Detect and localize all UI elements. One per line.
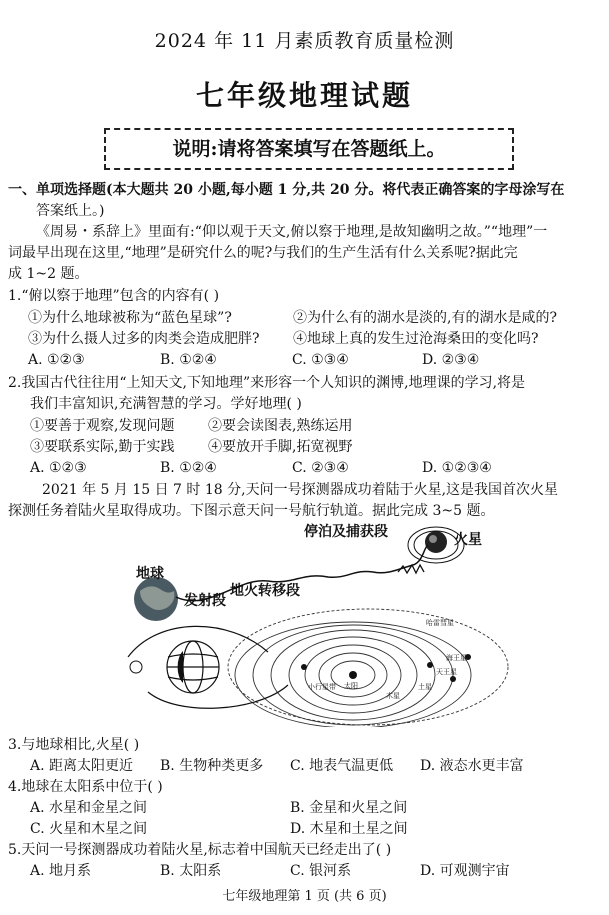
q4-stem: 4.地球在太阳系中位于( ) bbox=[8, 779, 163, 795]
q1-item-1: ①为什么地球被称为“蓝色星球”? bbox=[28, 310, 232, 326]
label-mars: 火星 bbox=[454, 532, 482, 548]
notice-box: 说明:请将答案填写在答题纸上。 bbox=[104, 128, 514, 170]
q1-option-d: D. ②③④ bbox=[422, 352, 480, 368]
q3-stem: 3.与地球相比,火星( ) bbox=[8, 737, 140, 753]
label-sun: 太阳 bbox=[344, 682, 358, 690]
q4-option-c: C. 火星和木星之间 bbox=[30, 821, 148, 837]
page-footer: 七年级地理第 1 页 (共 6 页) bbox=[222, 889, 387, 904]
label-parking: 停泊及捕获段 bbox=[304, 524, 388, 540]
label-earth: 地球 bbox=[136, 566, 164, 582]
exam-title: 2024 年 11 月素质教育质量检测 bbox=[154, 30, 455, 52]
sun-dot bbox=[349, 671, 357, 679]
q5-option-c: C. 银河系 bbox=[290, 863, 352, 879]
q5-option-b: B. 太阳系 bbox=[160, 863, 222, 879]
passage1-line2: 词最早出现在这里,“地理”是研究什么的呢?与我们的生产生活有什么关系呢?据此完 bbox=[8, 245, 518, 261]
mars-image bbox=[425, 531, 447, 553]
q1-item-2: ②为什么有的湖水是淡的,有的湖水是咸的? bbox=[293, 310, 557, 326]
label-jupiter: 木星 bbox=[386, 692, 400, 700]
section-title-cont: 答案纸上。) bbox=[36, 203, 105, 219]
label-asteroid: 小行星带 bbox=[308, 683, 336, 691]
q2-item-4: ④要放开手脚,拓宽视野 bbox=[208, 439, 353, 455]
solar-system-orbits bbox=[228, 609, 508, 727]
q2-option-c: C. ②③④ bbox=[292, 460, 349, 476]
q2-stem-line1: 2.我国古代往往用“上知天文,下知地理”来形容一个人知识的渊博,地理课的学习,将是 bbox=[8, 375, 526, 391]
q1-item-3: ③为什么摄人过多的肉类会造成肥胖? bbox=[28, 331, 260, 347]
q1-option-b: B. ①②④ bbox=[160, 352, 217, 368]
globe-drawing bbox=[128, 626, 288, 708]
passage1-line1: 《周易・系辞上》里面有:“仰以观于天文,俯以察于地理,是故知幽明之故。”“地理”一 bbox=[36, 224, 548, 240]
q2-option-d: D. ①②③④ bbox=[422, 460, 492, 476]
trajectory-figure bbox=[118, 517, 598, 727]
section-title: 一、单项选择题(本大题共 20 小题,每小题 1 分,共 20 分。将代表正确答案的字母涂写在 bbox=[8, 182, 565, 198]
q4-option-b: B. 金星和火星之间 bbox=[290, 800, 408, 816]
q3-option-c: C. 地表气温更低 bbox=[290, 758, 394, 774]
label-comet: 哈雷彗星 bbox=[426, 619, 454, 627]
q3-option-d: D. 液态水更丰富 bbox=[420, 758, 524, 774]
q5-stem: 5.天问一号探测器成功着陆火星,标志着中国航天已经走出了( ) bbox=[8, 842, 392, 858]
passage2-line1: 2021 年 5 月 15 日 7 时 18 分,天问一号探测器成功着陆于火星,这是我国首次火星 bbox=[42, 482, 559, 498]
q1-stem: 1.“俯以察于地理”包含的内容有( ) bbox=[8, 288, 220, 304]
q3-option-b: B. 生物种类更多 bbox=[160, 758, 264, 774]
label-uranus: 天王星 bbox=[436, 668, 457, 676]
q2-option-b: B. ①②④ bbox=[160, 460, 217, 476]
subject-title: 七年级地理试题 bbox=[195, 79, 413, 112]
label-launch: 发射段 bbox=[184, 593, 226, 609]
label-transfer: 地火转移段 bbox=[230, 583, 300, 599]
q4-option-d: D. 木星和土星之间 bbox=[290, 821, 408, 837]
passage2-line2: 探测任务着陆火星取得成功。下图示意天问一号航行轨道。据此完成 3~5 题。 bbox=[8, 503, 495, 519]
q2-stem-line2: 我们丰富知识,充满智慧的学习。学好地理( ) bbox=[30, 396, 302, 412]
q5-option-a: A. 地月系 bbox=[30, 863, 92, 879]
q2-item-2: ②要会读图表,熟练运用 bbox=[208, 418, 353, 434]
q4-option-a: A. 水星和金星之间 bbox=[30, 800, 148, 816]
q3-option-a: A. 距离太阳更近 bbox=[30, 758, 134, 774]
trajectory-diagram bbox=[118, 517, 598, 727]
label-saturn: 土星 bbox=[418, 683, 432, 691]
label-neptune: 海王星 bbox=[446, 654, 467, 662]
q1-option-a: A. ①②③ bbox=[28, 352, 85, 368]
q1-item-4: ④地球上真的发生过沧海桑田的变化吗? bbox=[293, 331, 539, 347]
q2-option-a: A. ①②③ bbox=[30, 460, 87, 476]
q1-option-c: C. ①③④ bbox=[292, 352, 349, 368]
passage1-line3: 成 1~2 题。 bbox=[8, 266, 89, 282]
q5-option-d: D. 可观测宇宙 bbox=[420, 863, 510, 879]
q2-item-1: ①要善于观察,发现问题 bbox=[30, 418, 175, 434]
q2-item-3: ③要联系实际,勤于实践 bbox=[30, 439, 175, 455]
